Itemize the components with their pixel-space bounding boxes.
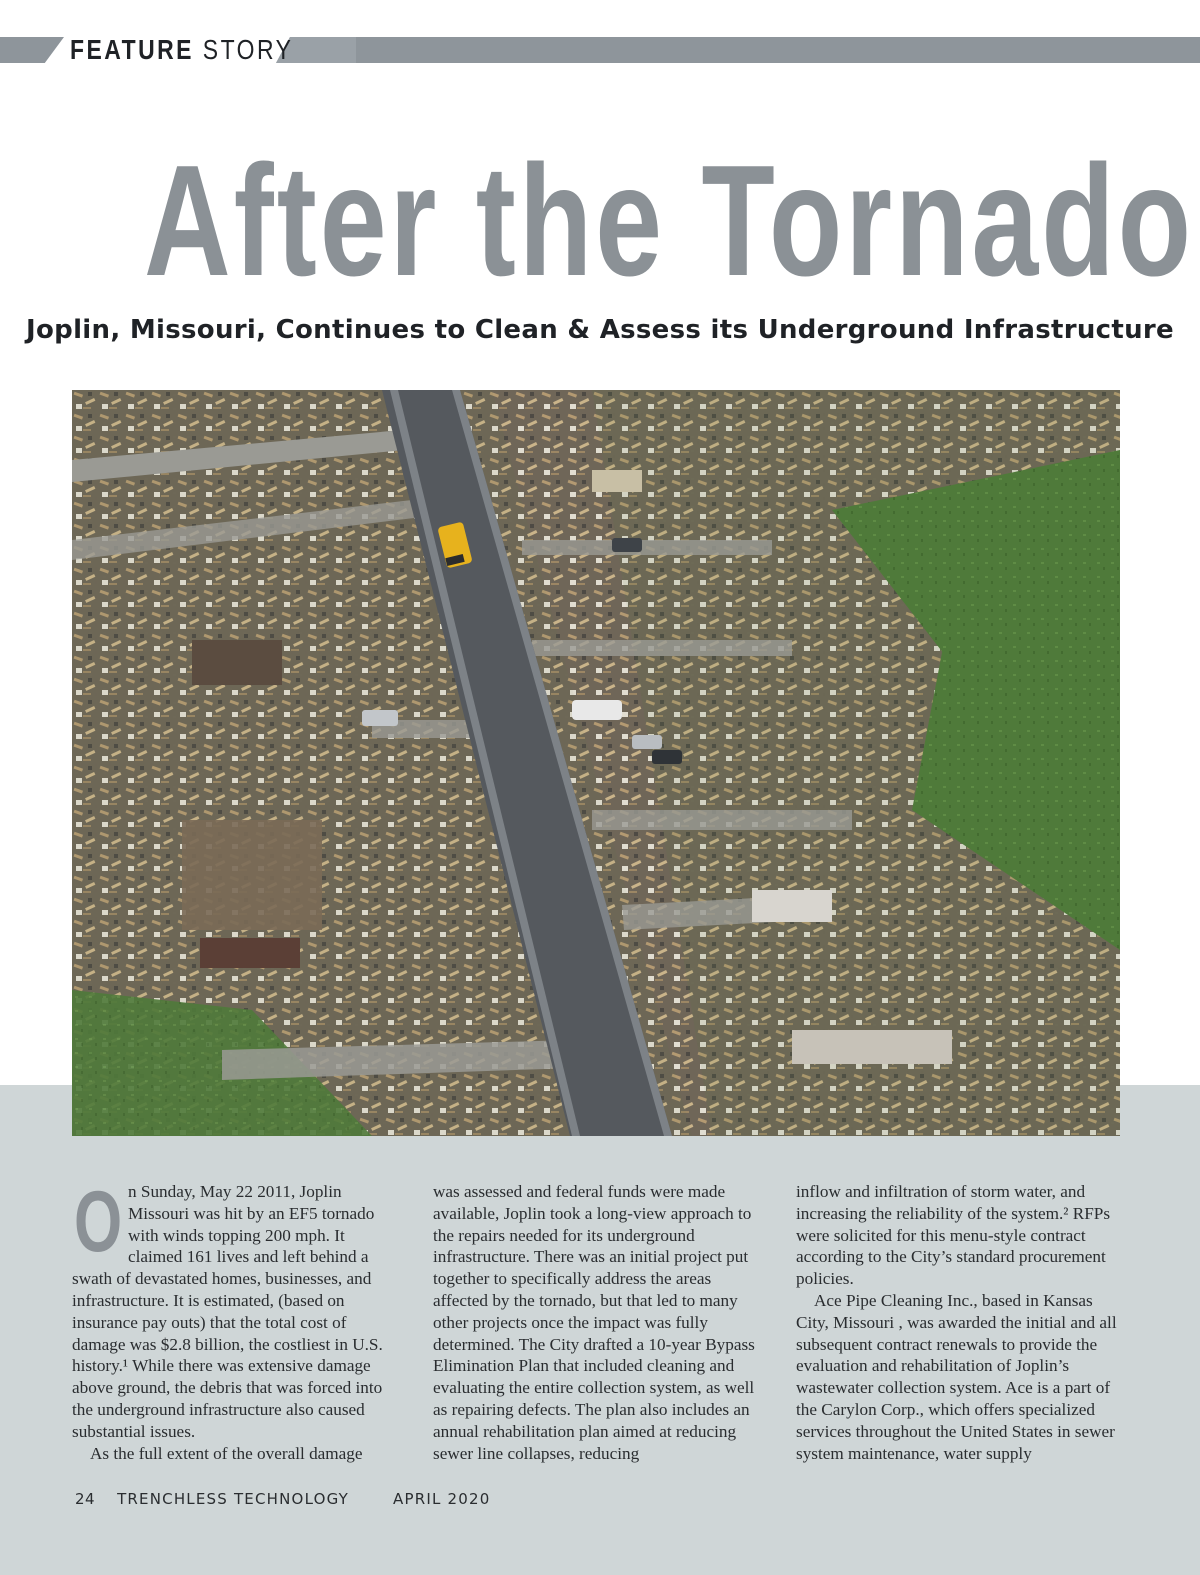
deck-subtitle: Joplin, Missouri, Continues to Clean & Assess its Underground Infrastructure [26, 315, 1174, 345]
aerial-photo-tornado-damage-icon [72, 390, 1120, 1136]
drop-cap: O [74, 1174, 123, 1270]
article-paragraph: was assessed and federal funds were made available, Joplin took a long-view approach to the repairs needed for its underground infrastructure. There was an initial project put together to specifically address the areas affected by the tornado, but that led to many other projects once the impact was fully determined. The City drafted a 10-year Bypass Elimination Plan that included cleaning and evaluating the entire collection system, as well as repairing defects. The plan also includes an annual rehabilitation plan aimed at reducing sewer line collapses, reducing [433, 1182, 755, 1463]
article-column-1 [72, 1174, 402, 1464]
issue-date: APRIL 2020 [393, 1490, 491, 1508]
section-label [70, 34, 293, 66]
section-label-light: STORY [202, 34, 294, 65]
page-number: 24 [75, 1490, 96, 1508]
publication-name: TRENCHLESS TECHNOLOGY [117, 1490, 350, 1508]
article-paragraph: inflow and infiltration of storm water, and increasing the reliability of the system.² RFPs were solicited for this menu-style contract according to the City’s standard procurement policies. [796, 1182, 1111, 1289]
headline: After the Tornado [144, 133, 1195, 309]
header-band-right-segment [276, 37, 1200, 63]
article-column-2 [433, 1181, 763, 1464]
section-label-bold: FEATURE [70, 34, 194, 65]
header-band-left-segment [0, 37, 64, 63]
article-paragraph: n Sunday, May 22 2011, Joplin Missouri was hit by an EF5 tornado with winds topping 200 mph. It claimed 161 lives and left behind a swath of devastated homes, businesses, and infrastructure. It is estimated, (based on insurance pay outs) that the total cost of damage was $2.8 billion, the costliest in U.S. history.¹ While there was extensive damage above ground, the debris that was forced into the underground infrastructure also caused substantial issues. [72, 1182, 383, 1441]
article-paragraph: As the full extent of the overall damage [90, 1443, 363, 1463]
aerial-photo [72, 390, 1120, 1136]
article-paragraph: Ace Pipe Cleaning Inc., based in Kansas City, Missouri , was awarded the initial and all subsequent contract renewals to provide the evaluation and rehabilitation of Joplin’s wastewater collection system. Ace is a part of the Carylon Corp., which offers specialized services throughout the United States in sewer system maintenance, water supply [796, 1290, 1117, 1463]
page-footer [75, 1490, 490, 1508]
article-column-3 [796, 1181, 1126, 1464]
